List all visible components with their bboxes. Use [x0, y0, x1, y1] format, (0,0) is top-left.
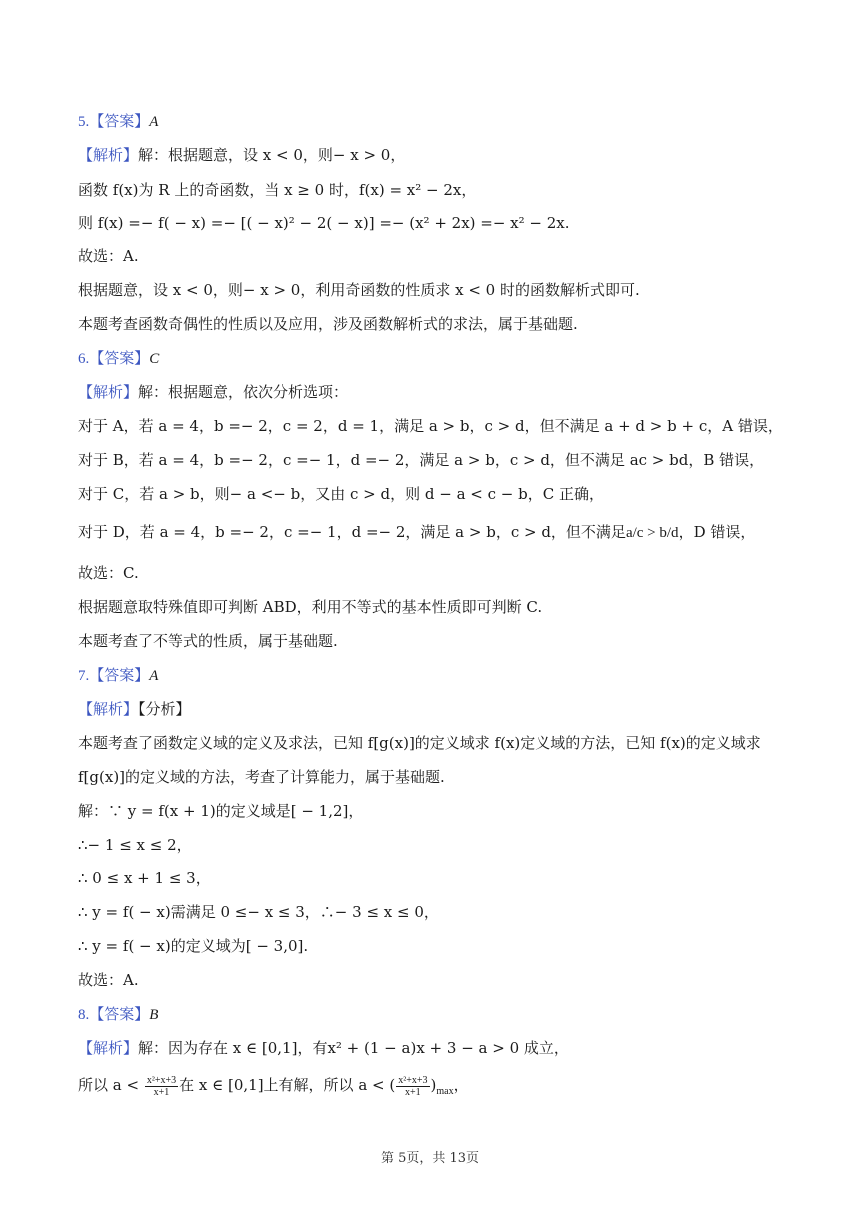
q5-line-1	[78, 144, 800, 166]
q6-text-5b: ，D 错误，	[678, 523, 756, 541]
q6-analysis-tag: 【解析】	[78, 383, 139, 401]
q5-answer: A	[149, 114, 159, 130]
q5-line-6: 本题考查函数奇偶性的性质以及应用，涉及函数解析式的求法，属于基础题.	[78, 315, 578, 333]
q6-number: 6.	[78, 351, 90, 367]
q7-line-1: 本题考查了函数定义域的定义及求法，已知 f[g(x)]的定义域求 f(x)定义域的方法，已知 f(x)的定义域求	[78, 734, 761, 752]
q7-fenxi-tag: 【分析】	[138, 700, 191, 718]
q8-max-subscript: max	[436, 1086, 454, 1097]
q8-comma: ，	[453, 1076, 469, 1094]
q8-line-1	[78, 1037, 800, 1059]
q7-answer: A	[149, 668, 159, 684]
q6-header	[78, 347, 800, 370]
q5-answer-tag: 【答案】	[89, 112, 150, 130]
q8-text-1: 解：因为存在 x ∈ [0,1]，有x² + (1 − a)x + 3 − a > 0 成立，	[138, 1039, 569, 1057]
q8-text-2a: 所以 a <	[78, 1076, 140, 1094]
q8-header	[78, 1003, 800, 1026]
q8-fraction-2-num: x²+x+3	[398, 1074, 428, 1086]
q8-answer: B	[149, 1007, 159, 1023]
q7-line-6: ∴ y = f( − x)需满足 0 ≤− x ≤ 3，∴− 3 ≤ x ≤ 0，	[78, 903, 439, 921]
q8-text-2b: 在 x ∈ [0,1]上有解，所以 a < (	[179, 1076, 396, 1094]
q8-fraction-2	[396, 1075, 429, 1098]
q8-answer-tag: 【答案】	[89, 1005, 150, 1023]
page-footer: 第 5页，共 13页	[380, 1151, 480, 1166]
q7-header	[78, 664, 800, 687]
q6-text-5: 对于 D，若 a = 4，b =− 2，c =− 1，d =− 2，满足 a > b，c > d，但不满足	[78, 523, 626, 541]
q6-line-2: 对于 A，若 a = 4，b =− 2，c = 2，d = 1，满足 a > b，c > d，但不满足 a + d > b + c，A 错误，	[78, 417, 783, 435]
q8-paren-close: )	[430, 1076, 437, 1094]
q8-fraction-1	[145, 1075, 178, 1098]
q5-number: 5.	[78, 114, 90, 130]
q8-fraction-2-den: x+1	[405, 1086, 421, 1098]
q5-analysis-tag: 【解析】	[78, 146, 139, 164]
q6-line-7: 根据题意取特殊值即可判断 ABD，利用不等式的基本性质即可判断 C.	[78, 598, 543, 616]
q6-line-4: 对于 C，若 a > b，则− a <− b，又由 c > d，则 d − a < c − b，C 正确，	[78, 485, 604, 503]
q5-header	[78, 110, 800, 133]
q8-fraction-1-num: x²+x+3	[146, 1074, 177, 1086]
q7-line-3: 解：∵ y = f(x + 1)的定义域是[ − 1,2]，	[78, 802, 364, 820]
q5-line-3: 则 f(x) =− f( − x) =− [( − x)² − 2( − x)] =− (x² + 2x) =− x² − 2x.	[78, 214, 570, 232]
q7-line-8: 故选：A.	[78, 971, 139, 989]
q7-line-5: ∴ 0 ≤ x + 1 ≤ 3，	[78, 869, 211, 887]
q6-line-5	[78, 521, 800, 544]
q7-line-4: ∴− 1 ≤ x ≤ 2，	[78, 836, 192, 854]
q6-fraction-compare: a/c > b/d	[625, 525, 679, 541]
q8-analysis-tag: 【解析】	[78, 1039, 139, 1057]
q6-line-8: 本题考查了不等式的性质，属于基础题.	[78, 632, 338, 650]
q6-answer: C	[149, 351, 160, 367]
q8-number: 8.	[78, 1007, 90, 1023]
q5-line-5: 根据题意，设 x < 0，则− x > 0，利用奇函数的性质求 x < 0 时的函数解析式即可.	[78, 281, 640, 299]
q7-line-2: f[g(x)]的定义域的方法，考查了计算能力，属于基础题.	[78, 768, 445, 786]
q7-analysis-tag: 【解析】	[78, 700, 139, 718]
q6-line-1	[78, 381, 800, 403]
q6-text-1: 解：根据题意，依次分析选项：	[138, 383, 349, 401]
q7-line-7: ∴ y = f( − x)的定义域为[ − 3,0].	[78, 937, 309, 955]
q5-line-4: 故选：A.	[78, 247, 139, 265]
q7-answer-tag: 【答案】	[89, 666, 150, 684]
q7-number: 7.	[78, 668, 90, 684]
q6-line-3: 对于 B，若 a = 4，b =− 2，c =− 1，d =− 2，满足 a > b，c > d，但不满足 ac > bd，B 错误，	[78, 451, 765, 469]
q8-line-2	[78, 1074, 800, 1103]
q6-line-6: 故选：C.	[78, 564, 139, 582]
q6-answer-tag: 【答案】	[89, 349, 150, 367]
q5-line-2: 函数 f(x)为 R 上的奇函数，当 x ≥ 0 时，f(x) = x² − 2x，	[78, 181, 477, 199]
q5-text-1: 解：根据题意，设 x < 0，则− x > 0，	[138, 146, 406, 164]
q8-fraction-1-den: x+1	[153, 1086, 170, 1098]
q7-line-0	[78, 698, 800, 720]
